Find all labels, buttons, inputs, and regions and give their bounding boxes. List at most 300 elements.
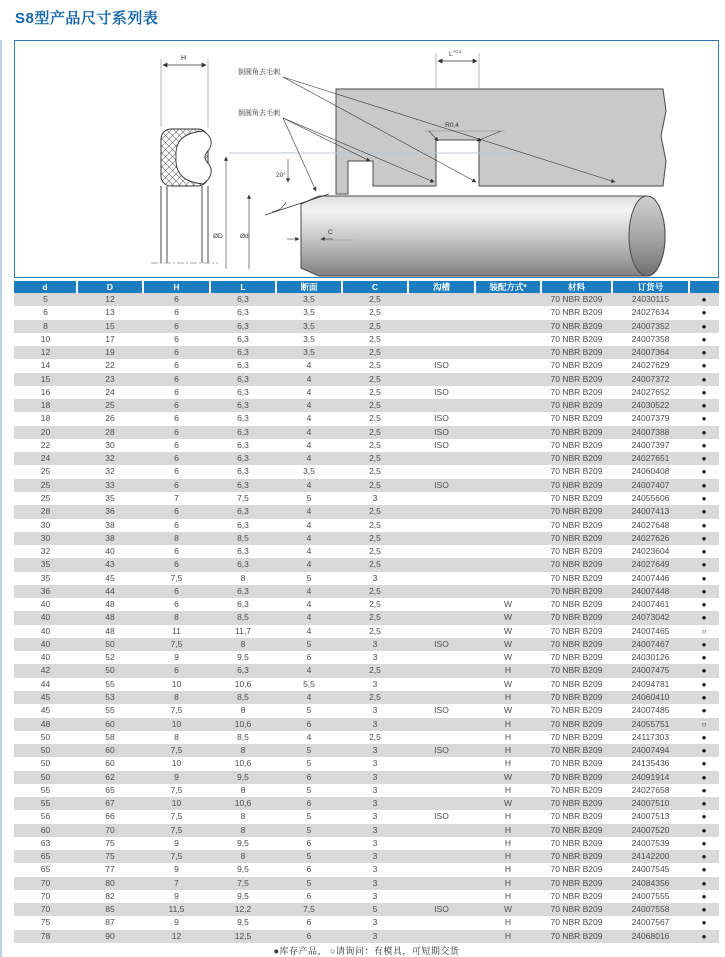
cell-d: 35 bbox=[14, 572, 77, 585]
cell-assembly: H bbox=[475, 784, 541, 797]
cell-material: 70 NBR B209 bbox=[541, 863, 612, 876]
cell-stock: ● bbox=[689, 916, 719, 929]
cell-assembly: H bbox=[475, 757, 541, 770]
cell-D: 66 bbox=[77, 810, 143, 823]
cell-L: 8 bbox=[210, 572, 276, 585]
cell-L: 6,3 bbox=[210, 465, 276, 478]
cell-section: 4 bbox=[276, 731, 342, 744]
cell-order-no: 24007388 bbox=[612, 426, 689, 439]
cell-assembly bbox=[475, 585, 541, 598]
cell-d: 28 bbox=[14, 505, 77, 518]
dimension-table bbox=[14, 281, 719, 943]
cell-groove bbox=[408, 545, 475, 558]
cell-groove: ISO bbox=[408, 412, 475, 425]
cell-d: 40 bbox=[14, 638, 77, 651]
cell-stock: ● bbox=[689, 492, 719, 505]
cell-section: 4 bbox=[276, 399, 342, 412]
seal-installation-drawing bbox=[15, 41, 718, 277]
cell-C: 3 bbox=[342, 651, 408, 664]
cell-C: 5 bbox=[342, 903, 408, 916]
cell-material: 70 NBR B209 bbox=[541, 651, 612, 664]
cell-stock: ● bbox=[689, 744, 719, 757]
cell-order-no: 24007358 bbox=[612, 333, 689, 346]
table-row bbox=[14, 877, 719, 890]
cell-assembly bbox=[475, 505, 541, 518]
cell-section: 4 bbox=[276, 373, 342, 386]
cell-material: 70 NBR B209 bbox=[541, 505, 612, 518]
cell-material: 70 NBR B209 bbox=[541, 704, 612, 717]
cell-D: 85 bbox=[77, 903, 143, 916]
cell-stock: ● bbox=[689, 386, 719, 399]
cell-H: 9 bbox=[143, 771, 210, 784]
cell-C: 2,5 bbox=[342, 558, 408, 571]
cell-assembly bbox=[475, 452, 541, 465]
cell-L: 8 bbox=[210, 704, 276, 717]
cell-D: 43 bbox=[77, 558, 143, 571]
cell-groove bbox=[408, 532, 475, 545]
cell-stock: ● bbox=[689, 532, 719, 545]
table-row bbox=[14, 545, 719, 558]
cell-material: 70 NBR B209 bbox=[541, 359, 612, 372]
cell-order-no: 24117303 bbox=[612, 731, 689, 744]
cell-assembly: W bbox=[475, 638, 541, 651]
cell-assembly bbox=[475, 293, 541, 306]
cell-D: 75 bbox=[77, 850, 143, 863]
cell-groove: ISO bbox=[408, 638, 475, 651]
cell-C: 2,5 bbox=[342, 731, 408, 744]
cell-groove bbox=[408, 890, 475, 903]
table-row bbox=[14, 532, 719, 545]
cell-H: 11 bbox=[143, 625, 210, 638]
cell-L: 10,6 bbox=[210, 678, 276, 691]
cell-groove: ISO bbox=[408, 479, 475, 492]
cell-groove bbox=[408, 293, 475, 306]
cell-C: 2,5 bbox=[342, 545, 408, 558]
dimension-dia-d bbox=[240, 195, 249, 269]
table-row bbox=[14, 824, 719, 837]
cell-d: 60 bbox=[14, 824, 77, 837]
cell-material: 70 NBR B209 bbox=[541, 877, 612, 890]
cell-material: 70 NBR B209 bbox=[541, 386, 612, 399]
cell-material: 70 NBR B209 bbox=[541, 691, 612, 704]
cell-stock: ● bbox=[689, 333, 719, 346]
cell-order-no: 24007558 bbox=[612, 903, 689, 916]
cell-material: 70 NBR B209 bbox=[541, 306, 612, 319]
cell-stock: ● bbox=[689, 810, 719, 823]
cell-assembly: H bbox=[475, 850, 541, 863]
table-row bbox=[14, 465, 719, 478]
cell-D: 52 bbox=[77, 651, 143, 664]
cell-stock: ● bbox=[689, 373, 719, 386]
cell-D: 38 bbox=[77, 519, 143, 532]
cell-groove bbox=[408, 465, 475, 478]
cell-L: 6,3 bbox=[210, 386, 276, 399]
cell-H: 6 bbox=[143, 412, 210, 425]
cell-d: 48 bbox=[14, 718, 77, 731]
table-row bbox=[14, 930, 719, 943]
cell-L: 6,3 bbox=[210, 519, 276, 532]
cell-C: 3 bbox=[342, 638, 408, 651]
cell-d: 40 bbox=[14, 625, 77, 638]
table-row bbox=[14, 704, 719, 717]
cell-H: 6 bbox=[143, 479, 210, 492]
cell-d: 55 bbox=[14, 784, 77, 797]
table-row bbox=[14, 890, 719, 903]
cell-H: 9 bbox=[143, 916, 210, 929]
cell-section: 3,5 bbox=[276, 333, 342, 346]
cell-D: 55 bbox=[77, 704, 143, 717]
cell-order-no: 24007520 bbox=[612, 824, 689, 837]
cell-L: 9,5 bbox=[210, 837, 276, 850]
cell-stock: ● bbox=[689, 611, 719, 624]
cell-C: 3 bbox=[342, 771, 408, 784]
table-row bbox=[14, 519, 719, 532]
cell-groove bbox=[408, 797, 475, 810]
cell-material: 70 NBR B209 bbox=[541, 585, 612, 598]
cell-assembly: H bbox=[475, 744, 541, 757]
cell-d: 42 bbox=[14, 664, 77, 677]
table-row bbox=[14, 784, 719, 797]
cell-groove bbox=[408, 399, 475, 412]
cell-assembly: W bbox=[475, 611, 541, 624]
cell-order-no: 24055751 bbox=[612, 718, 689, 731]
cell-d: 45 bbox=[14, 704, 77, 717]
cell-C: 3 bbox=[342, 890, 408, 903]
cell-groove: ISO bbox=[408, 386, 475, 399]
cell-C: 2,5 bbox=[342, 439, 408, 452]
cell-stock: ● bbox=[689, 346, 719, 359]
cell-H: 7,5 bbox=[143, 704, 210, 717]
cell-assembly: H bbox=[475, 863, 541, 876]
cell-order-no: 24027658 bbox=[612, 784, 689, 797]
cell-D: 75 bbox=[77, 837, 143, 850]
cell-H: 7,5 bbox=[143, 784, 210, 797]
cell-L: 6,3 bbox=[210, 399, 276, 412]
cell-d: 65 bbox=[14, 863, 77, 876]
cell-groove bbox=[408, 718, 475, 731]
table-row bbox=[14, 625, 719, 638]
table-row bbox=[14, 744, 719, 757]
cell-D: 13 bbox=[77, 306, 143, 319]
cell-groove bbox=[408, 572, 475, 585]
cell-assembly: W bbox=[475, 651, 541, 664]
cell-D: 22 bbox=[77, 359, 143, 372]
cell-L: 6,3 bbox=[210, 346, 276, 359]
cell-groove bbox=[408, 863, 475, 876]
table-row bbox=[14, 320, 719, 333]
cell-H: 8 bbox=[143, 532, 210, 545]
cell-assembly: H bbox=[475, 916, 541, 929]
cell-material: 70 NBR B209 bbox=[541, 412, 612, 425]
cell-L: 8,5 bbox=[210, 532, 276, 545]
cell-L: 6,3 bbox=[210, 479, 276, 492]
table-row bbox=[14, 850, 719, 863]
cell-assembly bbox=[475, 386, 541, 399]
cell-stock: ○ bbox=[689, 718, 719, 731]
cell-H: 7 bbox=[143, 877, 210, 890]
cell-assembly: W bbox=[475, 678, 541, 691]
cell-C: 3 bbox=[342, 757, 408, 770]
cell-section: 6 bbox=[276, 837, 342, 850]
cell-D: 80 bbox=[77, 877, 143, 890]
cell-C: 2,5 bbox=[342, 320, 408, 333]
cell-D: 82 bbox=[77, 890, 143, 903]
cell-C: 3 bbox=[342, 863, 408, 876]
cell-D: 45 bbox=[77, 572, 143, 585]
cell-groove bbox=[408, 452, 475, 465]
table-row bbox=[14, 572, 719, 585]
cell-order-no: 24007461 bbox=[612, 598, 689, 611]
cell-H: 9 bbox=[143, 890, 210, 903]
cell-D: 58 bbox=[77, 731, 143, 744]
cell-groove bbox=[408, 519, 475, 532]
cell-section: 7,5 bbox=[276, 903, 342, 916]
cell-material: 70 NBR B209 bbox=[541, 545, 612, 558]
header-stock bbox=[689, 281, 719, 293]
cell-L: 6,3 bbox=[210, 439, 276, 452]
cell-L: 8 bbox=[210, 638, 276, 651]
cell-stock: ● bbox=[689, 837, 719, 850]
page-edge-accent bbox=[0, 40, 2, 957]
cell-order-no: 24027634 bbox=[612, 306, 689, 319]
cell-section: 6 bbox=[276, 863, 342, 876]
cell-L: 6,3 bbox=[210, 426, 276, 439]
cell-H: 6 bbox=[143, 505, 210, 518]
cell-order-no: 24060410 bbox=[612, 691, 689, 704]
table-row bbox=[14, 373, 719, 386]
cell-assembly: W bbox=[475, 771, 541, 784]
cell-H: 6 bbox=[143, 320, 210, 333]
cell-L: 6,3 bbox=[210, 333, 276, 346]
cell-stock: ● bbox=[689, 664, 719, 677]
cell-d: 44 bbox=[14, 678, 77, 691]
cell-C: 2,5 bbox=[342, 505, 408, 518]
cell-order-no: 24068016 bbox=[612, 930, 689, 943]
cell-C: 2,5 bbox=[342, 333, 408, 346]
cell-D: 62 bbox=[77, 771, 143, 784]
cell-stock: ● bbox=[689, 293, 719, 306]
dimension-H bbox=[161, 55, 208, 127]
cell-C: 2,5 bbox=[342, 386, 408, 399]
cell-assembly bbox=[475, 439, 541, 452]
cell-d: 18 bbox=[14, 399, 77, 412]
cell-order-no: 24007413 bbox=[612, 505, 689, 518]
cell-d: 56 bbox=[14, 810, 77, 823]
cell-order-no: 24007494 bbox=[612, 744, 689, 757]
cell-section: 6 bbox=[276, 771, 342, 784]
cell-section: 3,5 bbox=[276, 320, 342, 333]
header-groove: 沟槽 bbox=[408, 281, 475, 293]
cell-groove bbox=[408, 625, 475, 638]
cell-d: 75 bbox=[14, 916, 77, 929]
cell-D: 40 bbox=[77, 545, 143, 558]
cell-C: 3 bbox=[342, 837, 408, 850]
cell-stock: ● bbox=[689, 824, 719, 837]
cell-assembly bbox=[475, 572, 541, 585]
cell-groove: ISO bbox=[408, 359, 475, 372]
cell-H: 6 bbox=[143, 293, 210, 306]
cell-assembly bbox=[475, 412, 541, 425]
header-H: H bbox=[143, 281, 210, 293]
cell-d: 65 bbox=[14, 850, 77, 863]
cell-stock: ● bbox=[689, 399, 719, 412]
cell-section: 5 bbox=[276, 877, 342, 890]
cell-L: 8 bbox=[210, 810, 276, 823]
header-section: 断面 bbox=[276, 281, 342, 293]
cell-d: 78 bbox=[14, 930, 77, 943]
svg-text:L+0.2: $L^{+0.2}$ bbox=[449, 49, 462, 58]
cell-C: 2,5 bbox=[342, 293, 408, 306]
cell-C: 3 bbox=[342, 704, 408, 717]
cell-C: 3 bbox=[342, 824, 408, 837]
cell-material: 70 NBR B209 bbox=[541, 465, 612, 478]
cell-material: 70 NBR B209 bbox=[541, 837, 612, 850]
cell-section: 6 bbox=[276, 797, 342, 810]
cell-stock: ● bbox=[689, 452, 719, 465]
cell-groove bbox=[408, 824, 475, 837]
cell-material: 70 NBR B209 bbox=[541, 572, 612, 585]
cell-H: 9 bbox=[143, 863, 210, 876]
cell-stock: ● bbox=[689, 505, 719, 518]
cell-stock: ● bbox=[689, 784, 719, 797]
cell-material: 70 NBR B209 bbox=[541, 479, 612, 492]
cell-stock: ● bbox=[689, 412, 719, 425]
cell-C: 2,5 bbox=[342, 306, 408, 319]
table-row bbox=[14, 558, 719, 571]
cell-material: 70 NBR B209 bbox=[541, 532, 612, 545]
cell-d: 40 bbox=[14, 598, 77, 611]
cell-groove: ISO bbox=[408, 439, 475, 452]
cell-d: 22 bbox=[14, 439, 77, 452]
cell-order-no: 24007352 bbox=[612, 320, 689, 333]
cell-assembly: H bbox=[475, 691, 541, 704]
cell-stock: ○ bbox=[689, 625, 719, 638]
header-assembly: 装配方式* bbox=[475, 281, 541, 293]
cell-groove: ISO bbox=[408, 744, 475, 757]
table-row bbox=[14, 386, 719, 399]
cell-order-no: 24055606 bbox=[612, 492, 689, 505]
cell-assembly: W bbox=[475, 797, 541, 810]
table-row bbox=[14, 718, 719, 731]
cell-stock: ● bbox=[689, 545, 719, 558]
cell-D: 24 bbox=[77, 386, 143, 399]
cell-section: 4 bbox=[276, 505, 342, 518]
cell-stock: ● bbox=[689, 320, 719, 333]
cell-H: 8 bbox=[143, 611, 210, 624]
cell-section: 4 bbox=[276, 611, 342, 624]
cell-section: 4 bbox=[276, 479, 342, 492]
cell-d: 16 bbox=[14, 386, 77, 399]
cell-D: 65 bbox=[77, 784, 143, 797]
cell-L: 11,7 bbox=[210, 625, 276, 638]
cell-L: 6,3 bbox=[210, 373, 276, 386]
cell-H: 7,5 bbox=[143, 810, 210, 823]
cell-C: 2,5 bbox=[342, 519, 408, 532]
cell-groove bbox=[408, 492, 475, 505]
cell-material: 70 NBR B209 bbox=[541, 731, 612, 744]
cell-groove bbox=[408, 784, 475, 797]
cell-H: 6 bbox=[143, 386, 210, 399]
cell-section: 5 bbox=[276, 572, 342, 585]
cell-assembly: H bbox=[475, 930, 541, 943]
cell-material: 70 NBR B209 bbox=[541, 611, 612, 624]
cell-assembly: H bbox=[475, 664, 541, 677]
cell-assembly bbox=[475, 320, 541, 333]
cell-D: 50 bbox=[77, 638, 143, 651]
cell-order-no: 24007448 bbox=[612, 585, 689, 598]
cell-H: 6 bbox=[143, 452, 210, 465]
cell-D: 53 bbox=[77, 691, 143, 704]
cell-L: 9,5 bbox=[210, 916, 276, 929]
cell-material: 70 NBR B209 bbox=[541, 771, 612, 784]
cell-order-no: 24007545 bbox=[612, 863, 689, 876]
cell-material: 70 NBR B209 bbox=[541, 890, 612, 903]
cell-order-no: 24027648 bbox=[612, 519, 689, 532]
cell-d: 25 bbox=[14, 479, 77, 492]
cell-groove bbox=[408, 333, 475, 346]
table-row bbox=[14, 651, 719, 664]
cell-material: 70 NBR B209 bbox=[541, 333, 612, 346]
header-order-no: 订货号 bbox=[612, 281, 689, 293]
cell-material: 70 NBR B209 bbox=[541, 373, 612, 386]
cell-material: 70 NBR B209 bbox=[541, 598, 612, 611]
cell-section: 4 bbox=[276, 439, 342, 452]
cell-order-no: 24027649 bbox=[612, 558, 689, 571]
cell-groove bbox=[408, 691, 475, 704]
cell-groove bbox=[408, 771, 475, 784]
cell-stock: ● bbox=[689, 691, 719, 704]
cell-C: 2,5 bbox=[342, 465, 408, 478]
cell-assembly bbox=[475, 492, 541, 505]
cell-order-no: 24073042 bbox=[612, 611, 689, 624]
cell-C: 2,5 bbox=[342, 412, 408, 425]
table-row bbox=[14, 757, 719, 770]
cell-d: 50 bbox=[14, 771, 77, 784]
cell-H: 6 bbox=[143, 545, 210, 558]
table-row bbox=[14, 797, 719, 810]
cell-assembly bbox=[475, 479, 541, 492]
cell-groove bbox=[408, 651, 475, 664]
cell-assembly: H bbox=[475, 890, 541, 903]
cell-material: 70 NBR B209 bbox=[541, 293, 612, 306]
cell-d: 20 bbox=[14, 426, 77, 439]
cell-d: 50 bbox=[14, 731, 77, 744]
cell-stock: ● bbox=[689, 306, 719, 319]
cell-order-no: 24027651 bbox=[612, 452, 689, 465]
cell-L: 8 bbox=[210, 784, 276, 797]
cell-L: 8,5 bbox=[210, 691, 276, 704]
cell-section: 4 bbox=[276, 664, 342, 677]
cell-D: 32 bbox=[77, 465, 143, 478]
cell-H: 6 bbox=[143, 399, 210, 412]
cell-groove bbox=[408, 664, 475, 677]
cell-d: 25 bbox=[14, 492, 77, 505]
cell-d: 14 bbox=[14, 359, 77, 372]
cell-groove bbox=[408, 916, 475, 929]
cell-H: 7,5 bbox=[143, 744, 210, 757]
cell-H: 7,5 bbox=[143, 572, 210, 585]
cell-material: 70 NBR B209 bbox=[541, 903, 612, 916]
cell-assembly bbox=[475, 399, 541, 412]
cell-C: 3 bbox=[342, 744, 408, 757]
cell-H: 6 bbox=[143, 558, 210, 571]
cell-order-no: 24007513 bbox=[612, 810, 689, 823]
cell-C: 3 bbox=[342, 572, 408, 585]
table-row bbox=[14, 638, 719, 651]
cell-order-no: 24007539 bbox=[612, 837, 689, 850]
dimension-table-wrap bbox=[14, 281, 719, 943]
cell-groove bbox=[408, 850, 475, 863]
